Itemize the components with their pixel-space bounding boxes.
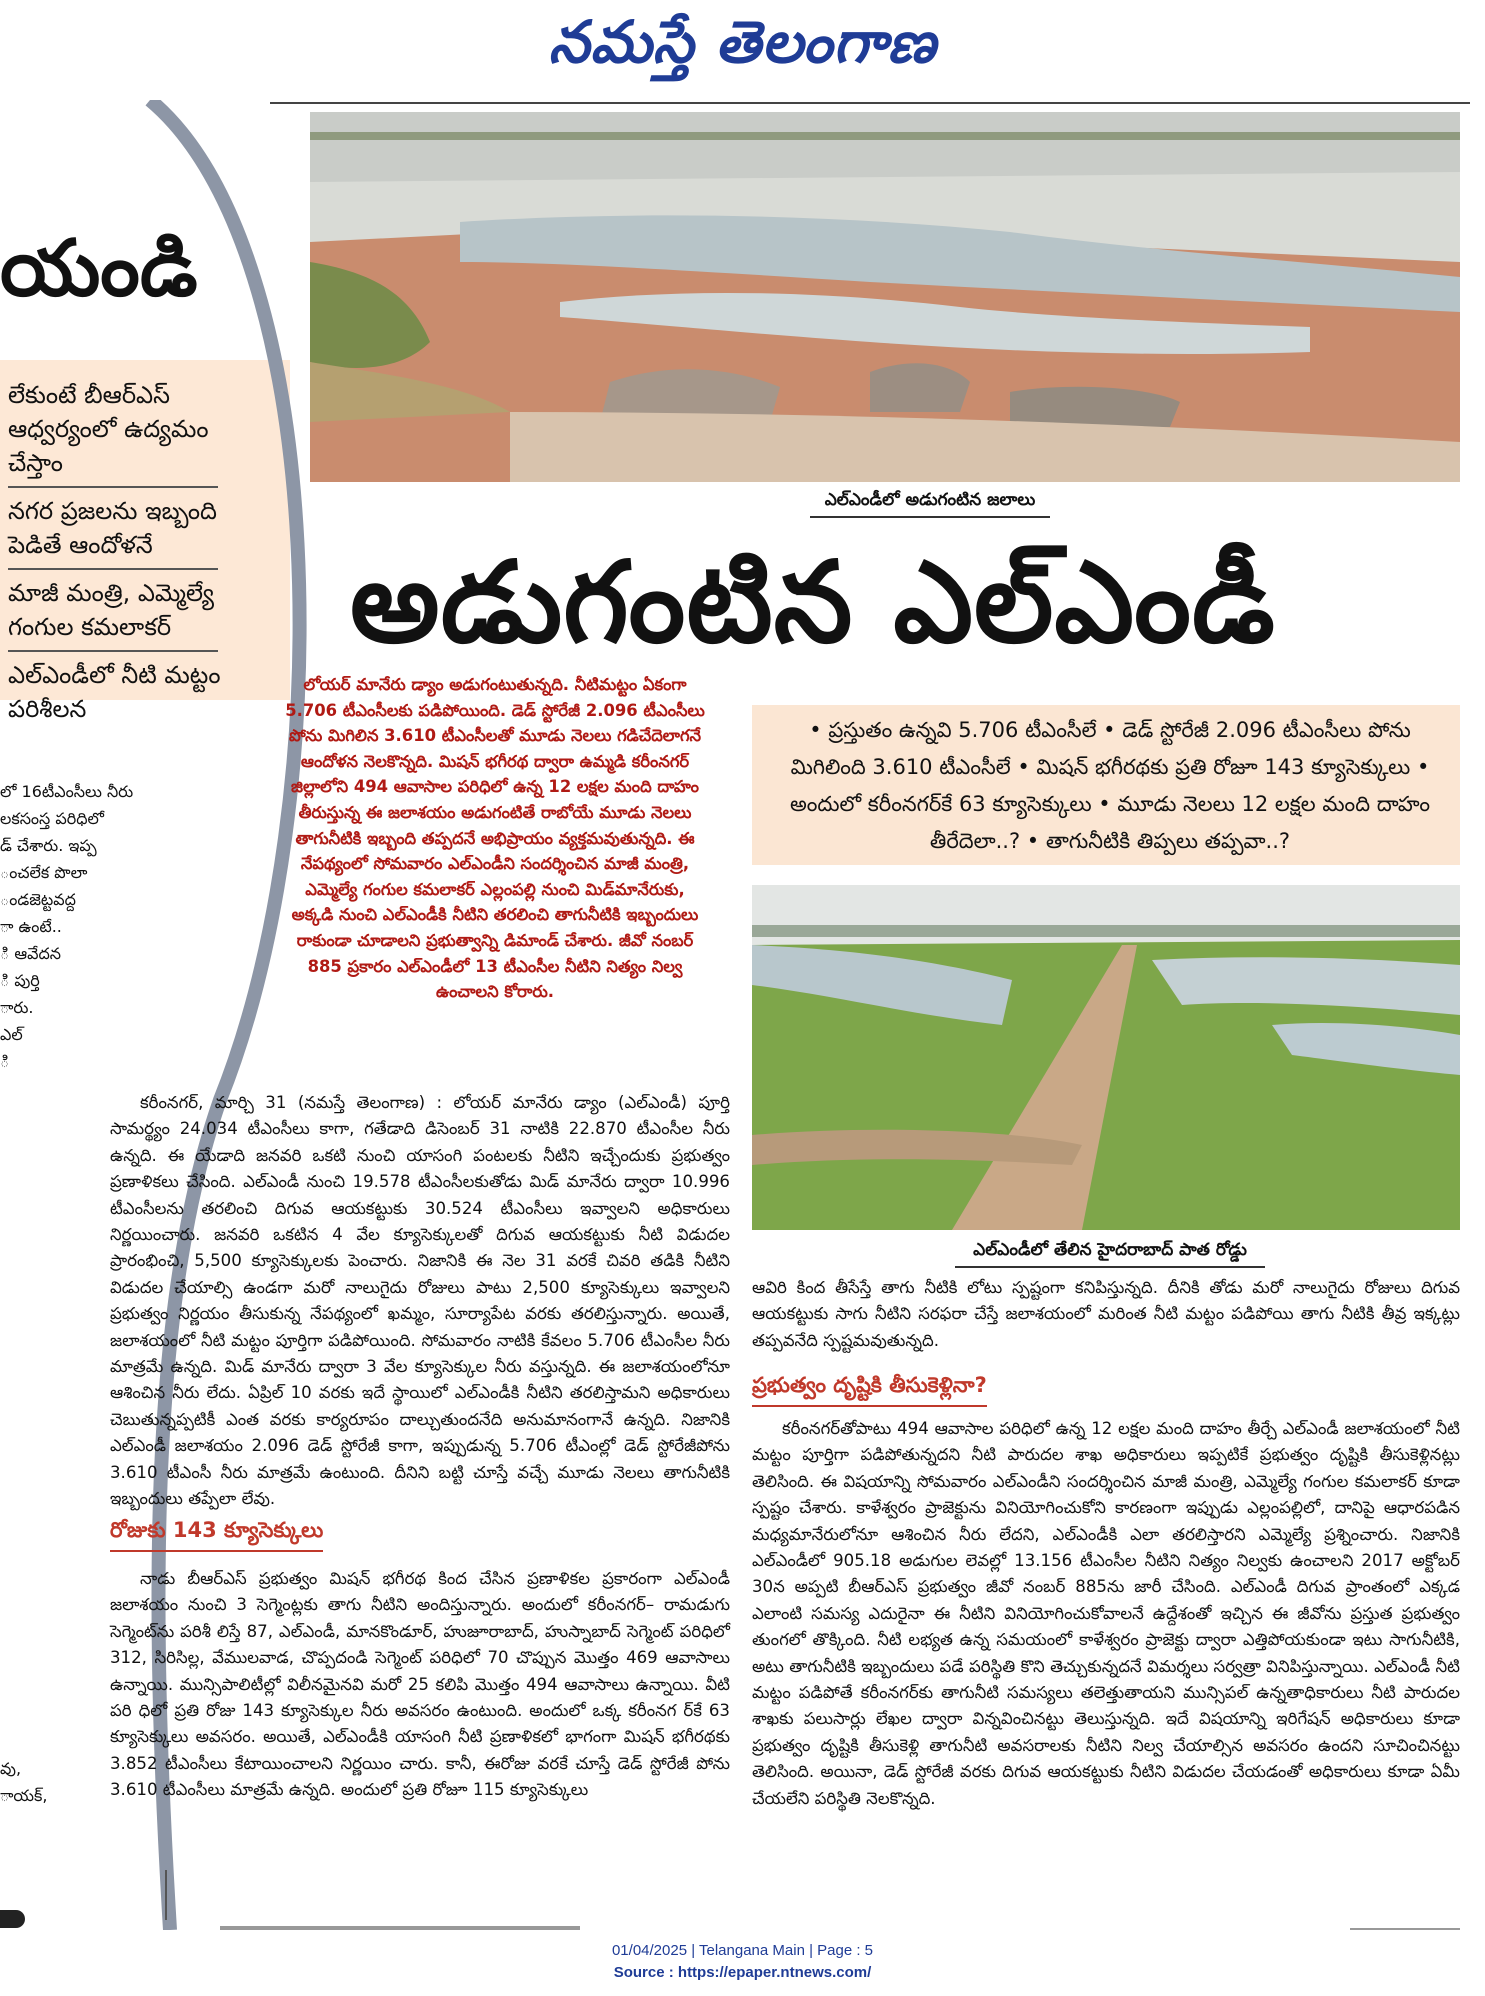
fragment-line: ాయక్, <box>0 1786 48 1805</box>
subhead1-wrap <box>110 1518 730 1552</box>
teaser-item: ఎల్ఎండీలో నీటి మట్టం పరిశీలన <box>8 661 221 723</box>
column-rule <box>165 1870 167 1920</box>
teaser-divider <box>8 650 218 652</box>
body-col1-paragraph1: కరీంనగర్, మార్చి 31 (నమస్తే తెలంగాణ) : లోయర్ మానేరు డ్యాం (ఎల్ఎండీ) పూర్తి సామర్థ్యం 24.034 టీఎంసీలు కాగా, గతేడాది డిసెంబర్ 31 నాటికి 22.870 టీఎంసీల నీరు ఉన్నది. ఈ యేడాది జనవరి ఒకటి నుంచి యాసంగి పంటలకు నీటిని ఇచ్చేందుకు ప్రభుత్వం ప్రణాళికలు చేసింది. ఎల్ఎండీ నుంచి 19.578 టీఎంసీలకుతోడు మిడ్ మానేరు ద్వారా 10.996 టీఎంసీలను తరలించి దిగువ ఆయకట్టుకు 30.524 టీఎంసీలు ఇవ్వాలని అధికారులు నిర్ణయించారు. జనవరి ఒకటిన 4 వేల క్యూసెక్కులతో దిగువ ఆయకట్టుకు నీటి విడుదల ప్రారంభించి, 5,500 క్యూసెక్కులకు పెంచారు. నిజానికి ఈ నెల 31 వరకే చివరి తడికి నీటిని విడుదల చేయాల్సి ఉండగా మరో నాలుగైదు రోజులు పాటు 2,500 క్యూసెక్కులు ఇవ్వాలని ప్రభుత్వం నిర్ణయం తీసుకున్న నేపథ్యంలో ఖమ్మం, సూర్యాపేట వరకు తరలిస్తున్నారు. అయితే, జలాశయంలో నీటి మట్టం పూర్తిగా పడిపోయింది. సోమవారం నాటికి కేవలం 5.706 టీఎంసీల నీరు మాత్రమే ఉన్నది. మిడ్ మానేరు ద్వారా 3 వేల క్యూసెక్కుల నీరు వస్తున్నది. ఈ జలాశయంలోనూ ఆశించిన నీరు లేదు. ఏప్రిల్ 10 వరకు ఇదే స్థాయిలో ఎల్ఎండీకి నీటిని తరలిస్తామని అధికారులు చెబుతున్నప్పటికీ ఎంత వరకు కార్యరూపం దాల్చుతుందనేది అనుమానంగానే ఉన్నది. నిజానికి ఎల్ఎండీ జలాశయం 2.096 డెడ్ స్టోరేజీ కాగా, ఇప్పుడున్న 5.706 టీఎంల్లో డెడ్ స్టోరేజీపోను 3.610 టీఎంసీ నీరు మాత్రమే ఉంటుంది. దీనిని బట్టి చూస్తే వచ్చే మూడు నెలలు తాగునీటికి ఇబ్బందులు తప్పేలా లేవు. <box>110 1093 730 1509</box>
body-col1-paragraph2: నాడు బీఆర్ఎస్ ప్రభుత్వం మిషన్ భగీరథ కింద చేసిన ప్రణాళికల ప్రకారంగా ఎల్ఎండీ జలాశయం నుంచి 3 సెగ్మెంట్లకు తాగు నీటిని అందిస్తున్నారు. అందులో కరీంనగర్– రామడుగు సెగ్మెంట్‌ను పరిశీ లిస్తే 87, ఎల్ఎండీ, మానకొండూర్, హుజూరాబాద్, హుస్నాబాద్ సెగ్మెంట్ పరిధిలో 312, సిరిసిల్ల, వేములవాడ, చొప్పదండి సెగ్మెంట్ పరిధిలో 70 చొప్పున మొత్తం 469 ఆవాసాలు ఉన్నాయి. మున్సిపాలిటీల్లో విలీనమైనవి మరో 25 కలిపి మొత్తం 494 ఆవాసాలు ఉన్నాయి. వీటి పరి ధిలో ప్రతి రోజు 143 క్యూసెక్కుల నీరు అవసరం ఉంటుంది. అందులో ఒక్క కరీంనగ ర్‌కే 63 క్యూసెక్కులు అవసరం. అయితే, ఎల్ఎండీకి యాసంగి నీటి ప్రణాళికలో భాగంగా మిషన్ భగీరథకు 3.852 టీఎంసీలు కేటాయించాలని నిర్ణయిం చారు. కానీ, ఈరోజు వరకే చూస్తే డెడ్ స్టోరేజీ పోను 3.610 టీఎంసీలు మాత్రమే ఉన్నది. అందులో ప్రతి రోజూ 115 క్యూసెక్కులు <box>110 1569 730 1800</box>
reservoir-photo <box>310 112 1460 482</box>
body-col2-paragraph2: కరీంనగర్‌తోపాటు 494 ఆవాసాల పరిధిలో ఉన్న 12 లక్షల మంది దాహం తీర్చే ఎల్ఎండీ జలాశయంలో నీటి మట్టం పూర్తిగా పడిపోతున్నదని నీటి పారుదల శాఖ అధికారులు ఇప్పటికే ప్రభుత్వం దృష్టికి తీసుకెళ్లినట్లు తెలిసింది. ఈ విషయాన్ని సోమవారం ఎల్ఎండీని సందర్శించిన మాజీ మంత్రి, ఎమ్మెల్యే గంగుల కమలాకర్ కూడా స్పష్టం చేశారు. కాళేశ్వరం ప్రాజెక్టును వినియోగించుకోని కారణంగా ఇప్పుడు ఎల్లంపల్లిలో, దానిపై ఆధారపడిన మధ్యమానేరులోనూ ఆశించిన నీరు లేదని, ఎల్ఎండీకి ఎలా తరలిస్తారని ఎమ్మెల్యే ప్రశ్నించారు. నిజానికి ఎల్ఎండీలో 905.18 అడుగుల లెవల్లో 13.156 టీఎంసీల నీటిని నిత్యం నిల్వకు ఉంచాలని 2017 అక్టోబర్ 30న అప్పటి బీఆర్ఎస్ ప్రభుత్వం జీవో నంబర్ 885ను జారీ చేసింది. ఎల్ఎండీ దిగువ ప్రాంతంలో ఎక్కడ ఎలాంటి సమస్య ఎదురైనా ఈ నీటిని వినియోగించుకోవాలనే ఉద్దేశంతో ఇచ్చిన ఈ జీవోను ప్రస్తుత ప్రభుత్వం తుంగలో తొక్కింది. నీటి లభ్యత ఉన్న సమయంలో కాళేశ్వరం ప్రాజెక్టు ద్వారా ఎత్తిపోయకుండా ఇటు సాగునీటికి, అటు తాగునీటికి ఇబ్బందులు పడే పరిస్థితి కొని తెచ్చుకున్నదనే విమర్శలు సర్వత్రా వినిపిస్తున్నాయి. ఎల్ఎండీ నీటి మట్టం పడిపోతే కరీంనగర్‌కు తాగునీటి సమస్యలు తలెత్తుతాయని మున్సిపల్ ఉన్నతాధికారులు నీటి పారుదల శాఖకు పలుసార్లు లేఖల ద్వారా విన్నవించినట్టు తెలుస్తున్నది. ఇదే విషయాన్ని ఇరిగేషన్ అధికారులు కూడా ప్రభుత్వం దృష్టికి తీసుకెళ్లి తాగునీటి అవసరాలకు నీటిని నిల్వ చేయాల్సిన అవసరం ఉందని సూచించినట్టు తెలిసింది. అయినా, డెడ్ స్టోరేజీ వరకు దిగువ ఆయకట్టుకు నీటిని విడుదల చేయడంతో అధికారులు కూడా ఏమీ చేయలేని పరిస్థితి నెలకొన్నది. <box>752 1419 1460 1808</box>
teaser-headline: యండి <box>0 224 198 314</box>
fragment-line: ి <box>0 1052 10 1071</box>
subhead2-wrap <box>752 1373 1460 1407</box>
fragment-line: ారు. <box>0 998 34 1017</box>
teaser-divider <box>8 486 218 488</box>
fragment-line: ండజెట్టవద్ద <box>0 890 76 909</box>
fragment-line: ి పుర్తి <box>0 971 40 990</box>
fragment-line: డ్ చేశారు. ఇప్ప <box>0 836 97 855</box>
fragment-line: లకసంస్త పరిధిలో <box>0 809 104 828</box>
photo1-caption: ఎల్ఎండీలో అడుగంటిన జలాలు <box>810 490 1050 518</box>
teaser-list <box>8 378 238 726</box>
bottom-image-strip <box>220 1926 580 1930</box>
intro-paragraph: లోయర్ మానేరు డ్యాం అడుగంటుతున్నది. నీటిమట్టం ఏకంగా 5.706 టీఎంసీలకు పడిపోయింది. డెడ్ స్టోరేజీ 2.096 టీఎంసీలు పోను మిగిలిన 3.610 టీఎంసీలతో మూడు నెలలు గడిచేదెలాగనే ఆందోళన నెలకొన్నది. మిషన్ భగీరథ ద్వారా ఉమ్మడి కరీంనగర్ జిల్లాలోని 494 ఆవాసాల పరిధిలో ఉన్న 12 లక్షల మంది దాహం తీరుస్తున్న ఈ జలాశయం అడుగంటితే రాబోయే మూడు నెలలు తాగునీటికి ఇబ్బంది తప్పదనే అభిప్రాయం వ్యక్తమవుతున్నది. ఈ నేపథ్యంలో సోమవారం ఎల్ఎండీని సందర్శించిన మాజీ మంత్రి, ఎమ్మెల్యే గంగుల కమలాకర్ ఎల్లంపల్లి నుంచి మిడ్‌మానేరుకు, అక్కడి నుంచి ఎల్ఎండీకి నీటిని తరలించి తాగునీటికి ఇబ్బందులు రాకుండా చూడాలని ప్రభుత్వాన్ని డిమాండ్ చేశారు. జీవో నంబర్ 885 ప్రకారం ఎల్ఎండీలో 13 టీఎంసీల నీటిని నిత్యం నిల్వ ఉంచాలని కోరారు. <box>285 675 705 1002</box>
fragment-line: లో 16టీఎంసీలు నీరు <box>0 782 134 801</box>
fragment-line: ఎల్ <box>0 1025 23 1044</box>
subhead-2: ప్రభుత్వం దృష్టికి తీసుకెళ్లినా? <box>752 1373 987 1407</box>
footer-source[interactable]: Source : https://epaper.ntnews.com/ <box>613 1964 872 1981</box>
top-rule <box>270 102 1470 104</box>
main-headline: అడుగంటిన ఎల్ఎండీ <box>350 538 1276 668</box>
photo2-caption: ఎల్ఎండీలో తేలిన హైదరాబాద్ పాత రోడ్డు <box>955 1240 1265 1268</box>
bottom-rule <box>1350 1928 1460 1930</box>
masthead <box>0 0 1485 100</box>
cut-off-glyph <box>0 1910 25 1928</box>
fragment-line: ా ఉంటే.. <box>0 917 62 936</box>
teaser-item: నగర ప్రజలను ఇబ్బంది పెడితే ఆందోళనే <box>8 497 217 559</box>
teaser-divider <box>8 568 218 570</box>
left-column-fragment <box>0 778 200 1075</box>
highlights-text: • ప్రస్తుతం ఉన్నవి 5.706 టీఎంసీలే • డెడ్ స్టోరేజీ 2.096 టీఎంసీలు పోను మిగిలింది 3.610 టీఎంసీలే • మిషన్ భగీరథకు ప్రతి రోజూ 143 క్యూసెక్కులు • అందులో కరీంనగర్‌కే 63 క్యూసెక్కులు • మూడు నెలలు 12 లక్షల మంది దాహం తీరేదెలా..? • తాగునీటికి తిప్పలు తప్పవా..? <box>789 718 1430 853</box>
page-footer <box>0 1940 1485 1984</box>
left-bottom-fragment <box>0 1755 120 1809</box>
newspaper-logo: నమస్తే తెలంగాణ <box>548 8 937 76</box>
fragment-line: ి ఆవేదన <box>0 944 62 963</box>
fragment-line: ంచలేక పొలా <box>0 863 88 882</box>
teaser-item: లేకుంటే బీఆర్ఎస్ ఆధ్వర్యంలో ఉద్యమం చేస్తాం <box>8 381 209 477</box>
body-col2-paragraph1: ఆవిరి కింద తీసేస్తే తాగు నీటికి లోటు స్పష్టంగా కనిపిస్తున్నది. దీనికి తోడు మరో నాలుగైదు రోజులు దిగువ ఆయకట్టుకు సాగు నీటిని సరఫరా చేస్తే జలాశయంలో మరింత నీటి మట్టం పడిపోయి తాగు నీటికి తీవ్ర ఇక్కట్లు తప్పవనేది స్పష్టమవుతున్నది. <box>752 1278 1460 1350</box>
old-road-photo <box>752 885 1460 1230</box>
subhead-1: రోజుకు 143 క్యూసెక్కులు <box>110 1518 323 1552</box>
fragment-line: వు, <box>0 1759 22 1778</box>
footer-date-page: 01/04/2025 | Telangana Main | Page : 5 <box>611 1942 874 1959</box>
teaser-item: మాజీ మంత్రి, ఎమ్మెల్యే గంగుల కమలాకర్ <box>8 579 214 641</box>
